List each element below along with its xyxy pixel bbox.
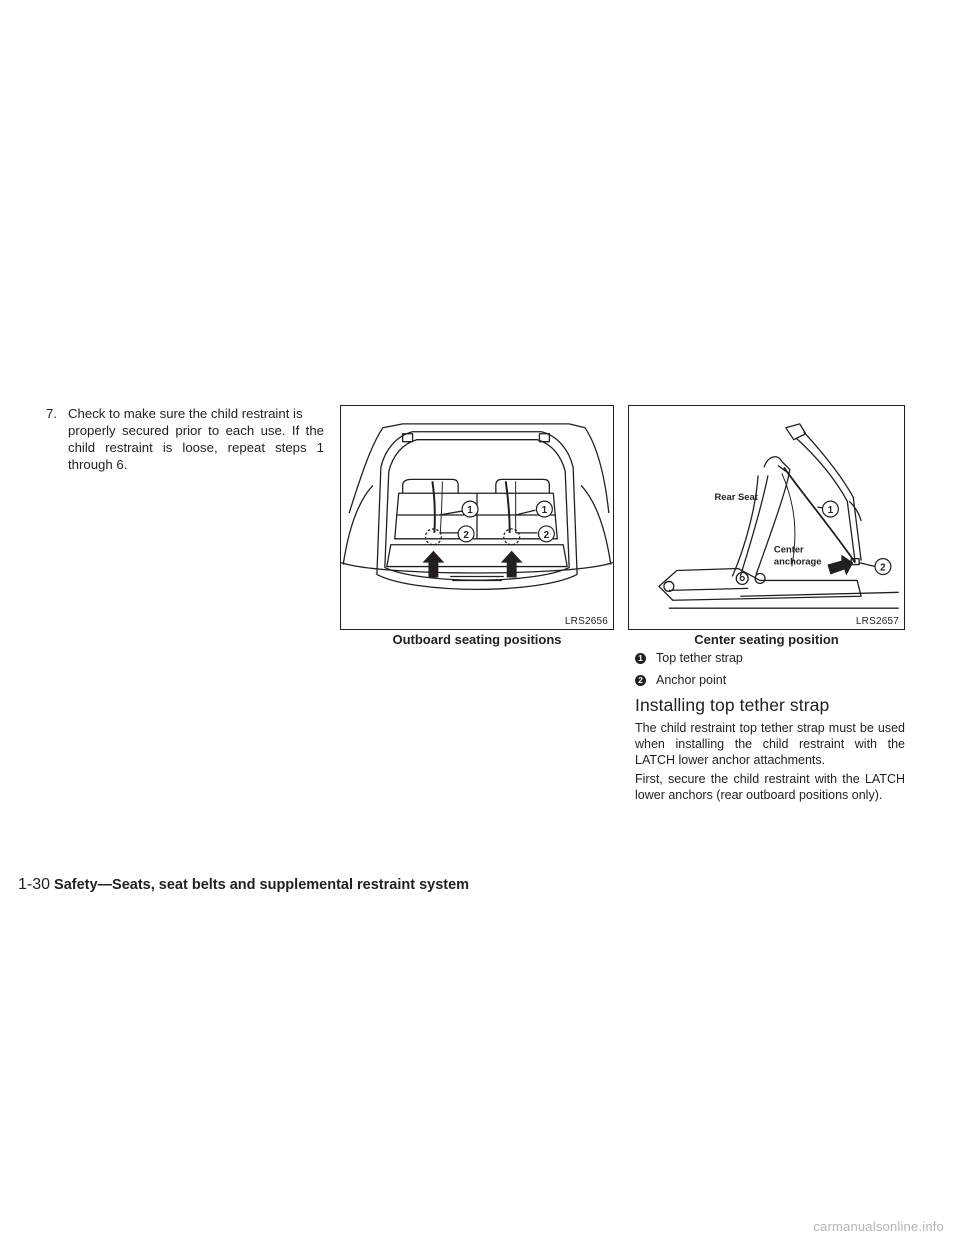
arrow-right-icon <box>827 555 853 576</box>
callout-1-icon: 1 <box>635 653 646 664</box>
callout-2-icon: 2 <box>635 675 646 686</box>
step-text <box>68 405 324 473</box>
callout-1-right: 1 <box>541 505 548 517</box>
chapter-title: Safety—Seats, seat belts and supplemental restraint system <box>54 877 470 893</box>
callout-2-left: 2 <box>463 529 469 541</box>
callout-1: 1 <box>827 505 834 517</box>
step-7 <box>46 405 324 473</box>
label-rear-seat: Rear Seat <box>714 491 758 503</box>
step-number: 7. <box>46 406 57 421</box>
figure-code: LRS2657 <box>855 616 899 627</box>
callout-1-left: 1 <box>467 505 473 517</box>
watermark-link[interactable]: carmanualsonline.info <box>813 1219 944 1234</box>
outboard-seating-illustration <box>341 406 613 629</box>
step-text-rest: properly secured prior to each use. If the child restraint is loose, repeat steps 1 through 6. <box>68 423 324 472</box>
page-number: 1-30 <box>18 876 51 893</box>
legend-item-anchor-point <box>635 673 726 687</box>
paragraph: The child restraint top tether strap must be used when installing the child restraint with the LATCH lower anchor attachments. <box>635 721 905 767</box>
section-heading: Installing top tether strap <box>635 695 830 715</box>
legend-label: Top tether strap <box>656 651 743 665</box>
arrow-up-icon <box>422 551 444 578</box>
label-center-line2: anchorage <box>773 555 822 567</box>
step-text-line1: Check to make sure the child restraint is <box>68 406 303 421</box>
figure-caption-center: Center seating position <box>694 632 839 647</box>
center-seating-illustration <box>629 406 904 629</box>
figure-outboard-seating <box>340 405 614 630</box>
callout-2-right: 2 <box>543 529 550 541</box>
legend-item-top-tether-strap <box>635 651 743 665</box>
arrow-up-icon <box>501 551 523 578</box>
figure-caption-outboard: Outboard seating positions <box>392 632 562 647</box>
paragraph: First, secure the child restraint with the LATCH lower anchors (rear outboard positions only). <box>635 772 905 802</box>
figure-code: LRS2656 <box>564 616 608 627</box>
figure-center-seating <box>628 405 905 630</box>
label-center-line1: Center <box>773 543 804 555</box>
page-footer <box>18 876 469 894</box>
callout-2: 2 <box>880 562 886 574</box>
legend-label: Anchor point <box>656 673 727 687</box>
